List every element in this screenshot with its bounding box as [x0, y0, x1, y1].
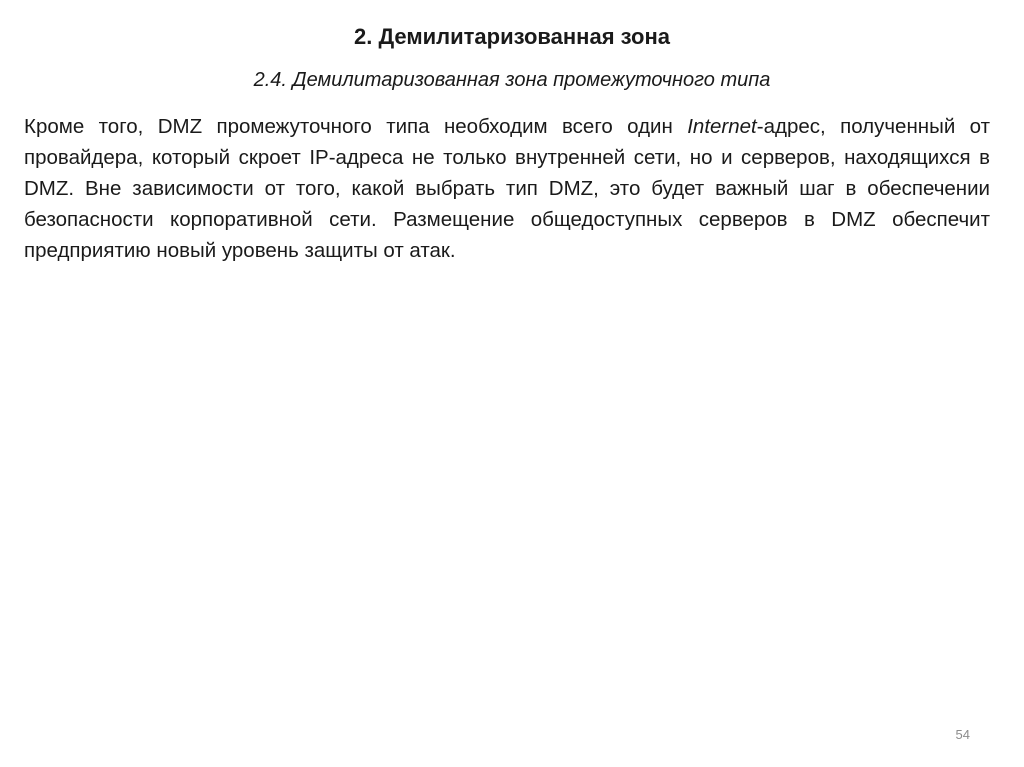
- page-number: 54: [955, 727, 970, 742]
- internet-term: Internet: [687, 115, 757, 138]
- body-paragraph: [24, 111, 990, 266]
- paragraph-text-end: -адрес, полученный от провайдера, который скроет IP-адреса не только внутренней сети, но и серверов, находящихся в DMZ. Вне зависимости от того, какой выбрать тип DMZ, это будет важный шаг в обеспечении безопасности корпоративной сети. Размещение общедоступных серверов в DMZ обеспечит предприятию новый уровень защиты от атак.: [24, 115, 991, 262]
- section-subtitle: 2.4. Демилитаризованная зона промежуточного типа: [253, 69, 771, 91]
- page-title: 2. Демилитаризованная зона: [353, 24, 671, 49]
- paragraph-text-start: Кроме того, DMZ промежуточного типа необходим всего один: [24, 115, 688, 138]
